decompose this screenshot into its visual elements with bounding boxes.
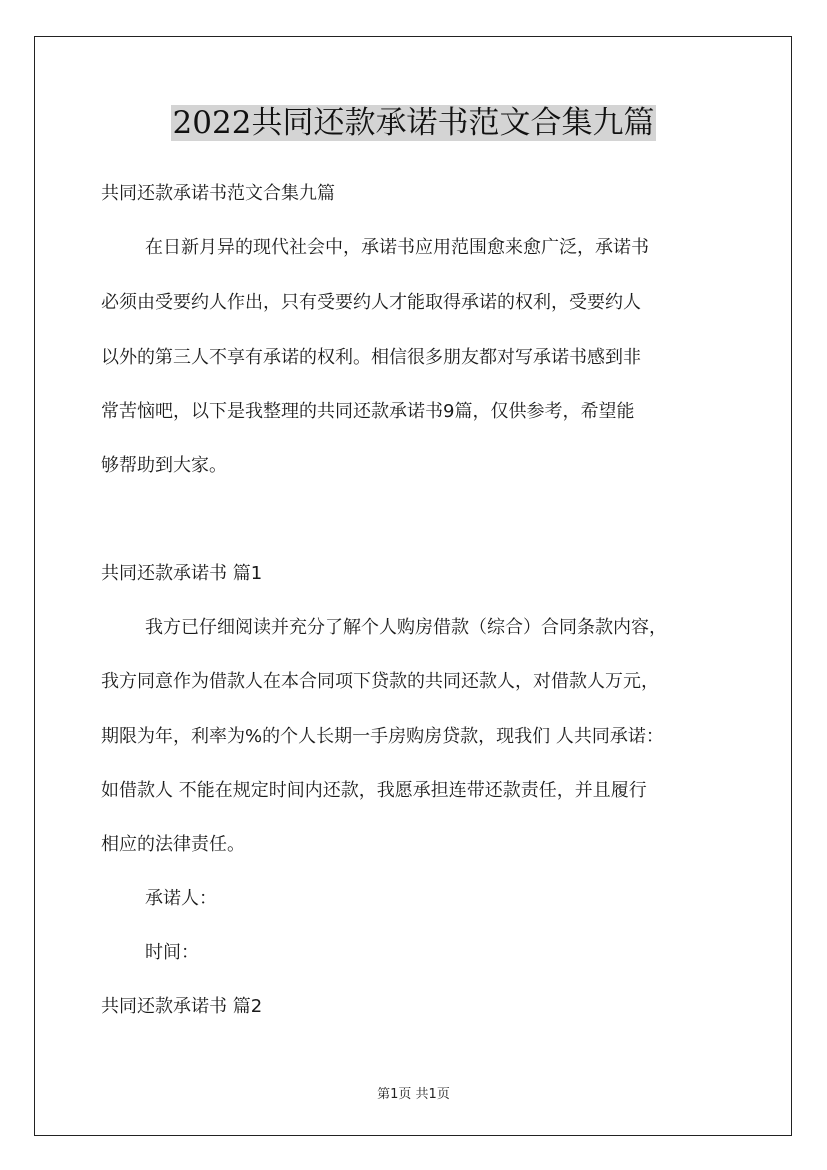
intro-line-1: 在日新月异的现代社会中，承诺书应用范围愈来愈广泛，承诺书: [145, 237, 649, 258]
intro-line-4: 常苦恼吧，以下是我整理的共同还款承诺书9篇，仅供参考，希望能: [101, 401, 635, 422]
document-title: [0, 98, 827, 148]
intro-line-3: 以外的第三人不享有承诺的权利。相信很多朋友都对写承诺书感到非: [101, 347, 641, 368]
section1-line-2: 我方同意作为借款人在本合同项下贷款的共同还款人，对借款人万元，: [101, 671, 659, 692]
section1-line-3: 期限为年，利率为%的个人长期一手房购房贷款，现我们 人共同承诺：: [101, 726, 664, 747]
section2-heading: 共同还款承诺书 篇2: [101, 996, 263, 1017]
signer-label: 承诺人：: [145, 888, 217, 909]
intro-line-5: 够帮助到大家。: [101, 455, 227, 476]
time-label: 时间：: [145, 942, 199, 963]
section1-line-5: 相应的法律责任。: [101, 834, 245, 855]
section1-heading: 共同还款承诺书 篇1: [101, 563, 263, 584]
intro-line-2: 必须由受要约人作出，只有受要约人才能取得承诺的权利，受要约人: [101, 292, 641, 313]
document-subtitle: 共同还款承诺书范文合集九篇: [101, 183, 335, 204]
document-title-text: 2022共同还款承诺书范文合集九篇: [172, 105, 655, 141]
section1-line-1: 我方已仔细阅读并充分了解个人购房借款（综合）合同条款内容，: [145, 617, 667, 638]
section1-line-4: 如借款人 不能在规定时间内还款，我愿承担连带还款责任，并且履行: [101, 780, 647, 801]
page-footer: 第1页 共1页: [377, 1087, 450, 1102]
